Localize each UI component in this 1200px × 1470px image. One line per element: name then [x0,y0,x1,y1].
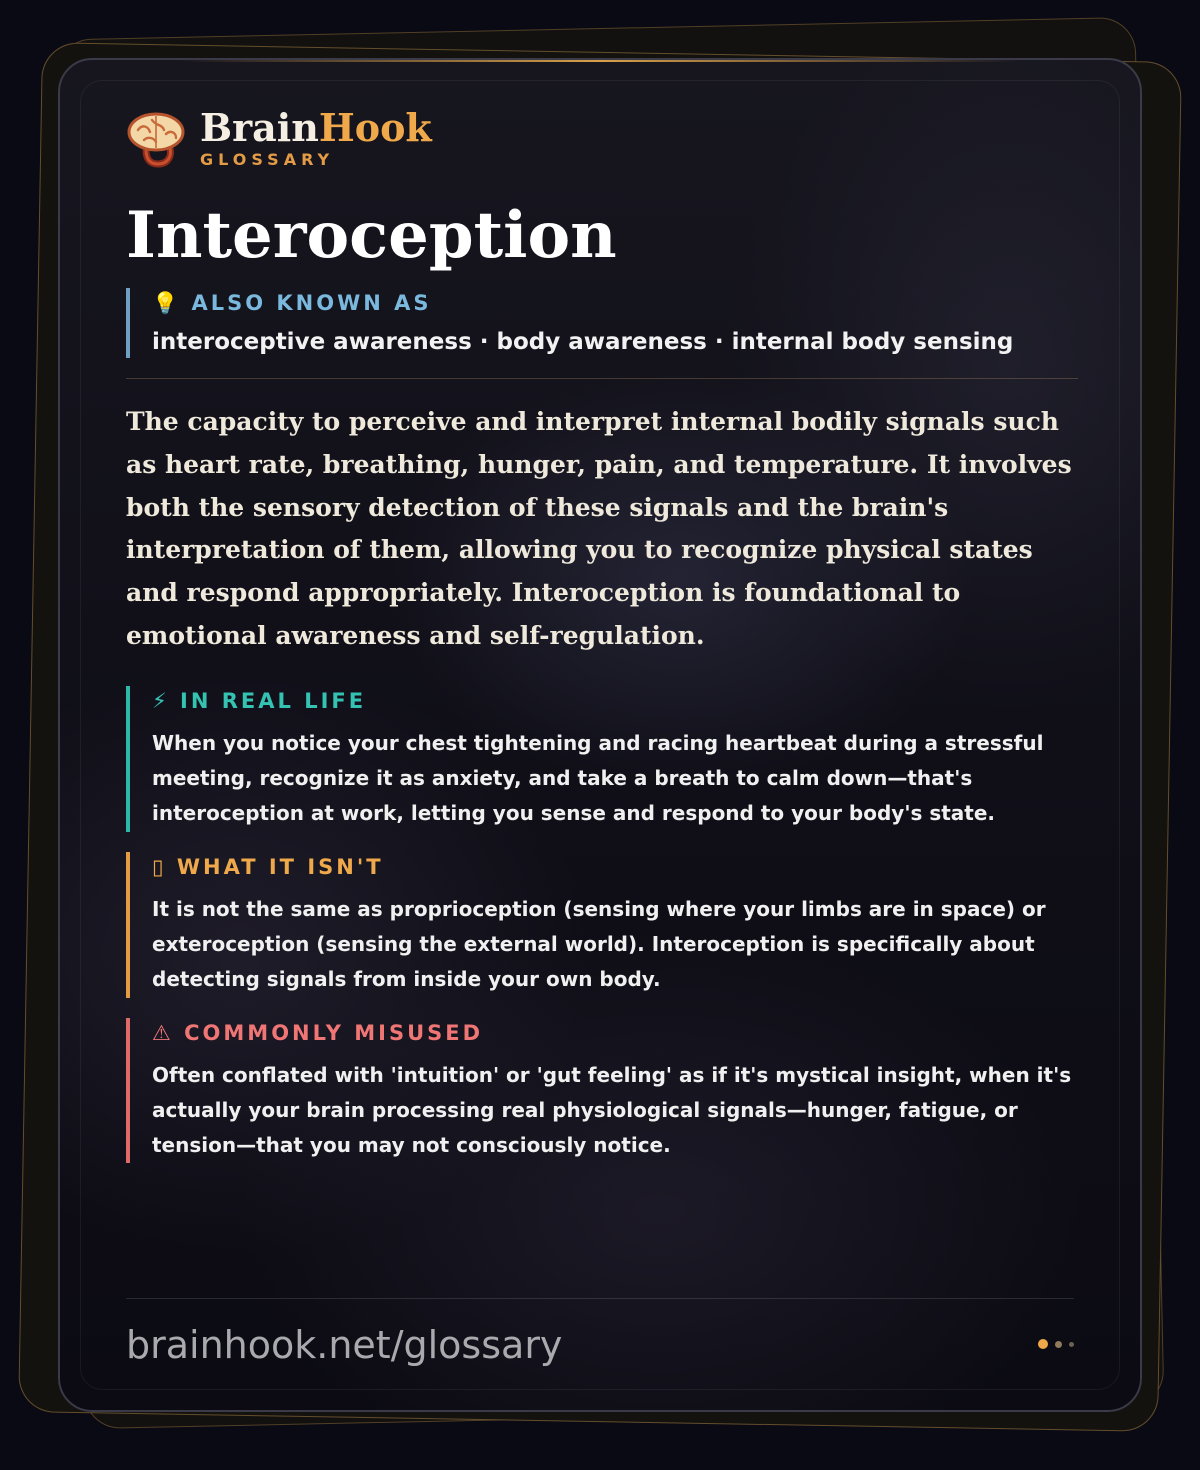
pagination-dots [1031,1339,1074,1349]
also-known-as-value: interoceptive awareness · body awareness · internal body sensing [152,329,1014,355]
commonly-misused-section [126,1018,1078,1164]
what-it-isnt-section [126,852,1078,998]
in-real-life-section [126,686,1078,832]
brand-subtitle: GLOSSARY [200,149,335,169]
brand-name [200,104,432,150]
commonly-misused-text: Often conflated with 'intuition' or 'gut feeling' as if it's mystical insight, when it's actually your brain processing real physiological signals—hunger, fatigue, or tension—that you may not consciously notice. [152,1062,1072,1158]
in-real-life-text: When you notice your chest tightening and racing heartbeat during a stressful meeting, recognize it as anxiety, and take a breath to calm down—that's interoception at work, letting you sense and respond to your body's state. [152,730,1044,826]
commonly-misused-label: ⚠ COMMONLY MISUSED [152,1020,484,1045]
definition-text: The capacity to perceive and interpret internal bodily signals such as heart rate, breathing, hunger, pain, and temperature. It involves both the sensory detection of these signals and the brain's interpretation of them, allowing you to recognize physical states and respond appropriately. Interoception is foundational to emotional awareness and self-regulation. [126,407,1072,650]
footer-url[interactable]: brainhook.net/glossary [126,1323,563,1367]
card-content [126,104,1078,1163]
what-it-isnt-label: ▯ WHAT IT ISN'T [152,854,384,879]
card-footer [126,1298,1074,1369]
what-it-isnt-text: It is not the same as proprioception (sensing where your limbs are in space) or exteroception (sensing the external world). Interoception is specifically about detecting signals from inside your own body. [152,896,1046,992]
also-known-as-section [126,288,1078,358]
dot [1055,1341,1062,1348]
glossary-card [58,58,1142,1412]
brand-name-part2: Hook [318,104,432,150]
brain-hook-icon [126,108,186,168]
term-title: Interoception [126,198,617,273]
in-real-life-label: ⚡ IN REAL LIFE [152,688,367,713]
also-known-as-label: 💡 ALSO KNOWN AS [152,291,432,315]
brand-header [126,104,1078,172]
divider [126,378,1078,379]
brand-name-part1: Brain [200,104,319,150]
dot-active [1038,1339,1048,1349]
dot [1069,1342,1074,1347]
